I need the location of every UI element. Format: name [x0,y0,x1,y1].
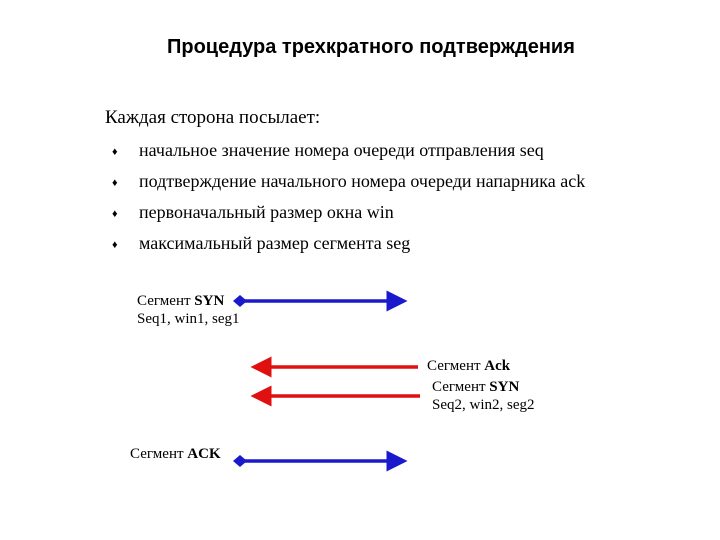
diamond-bullet-icon: ♦ [112,239,118,251]
diamond-endpoint-icon [233,455,247,467]
diamond-endpoint-icon [233,295,247,307]
segment-syn2-params: Seq2, win2, seg2 [432,397,535,413]
segment-syn1-params: Seq1, win1, seg1 [137,311,240,327]
segment-prefix: Сегмент [130,446,188,462]
bullet-text: подтверждение начального номера очереди напарника ack [139,171,586,191]
segment-name: Ack [484,358,511,374]
segment-prefix: Сегмент [432,379,490,395]
diamond-bullet-icon: ♦ [112,177,118,189]
diamond-bullet-icon: ♦ [112,208,118,220]
intro-text: Каждая сторона посылает: [105,107,321,128]
slide-title: Процедура трехкратного подтверждения [167,36,575,58]
bullet-text: максимальный размер сегмента seg [139,233,411,253]
syn1-forward-arrow [233,295,404,307]
segment-name: SYN [194,293,225,309]
bullet-text: начальное значение номера очереди отправления seq [139,140,544,160]
ack-final-forward-arrow [233,455,404,467]
segment-name: ACK [187,446,221,462]
bullet-text: первоначальный размер окна win [139,202,394,222]
segment-name: SYN [489,379,520,395]
diamond-bullet-icon: ♦ [112,146,118,158]
segment-prefix: Сегмент [427,358,485,374]
segment-prefix: Сегмент [137,293,195,309]
